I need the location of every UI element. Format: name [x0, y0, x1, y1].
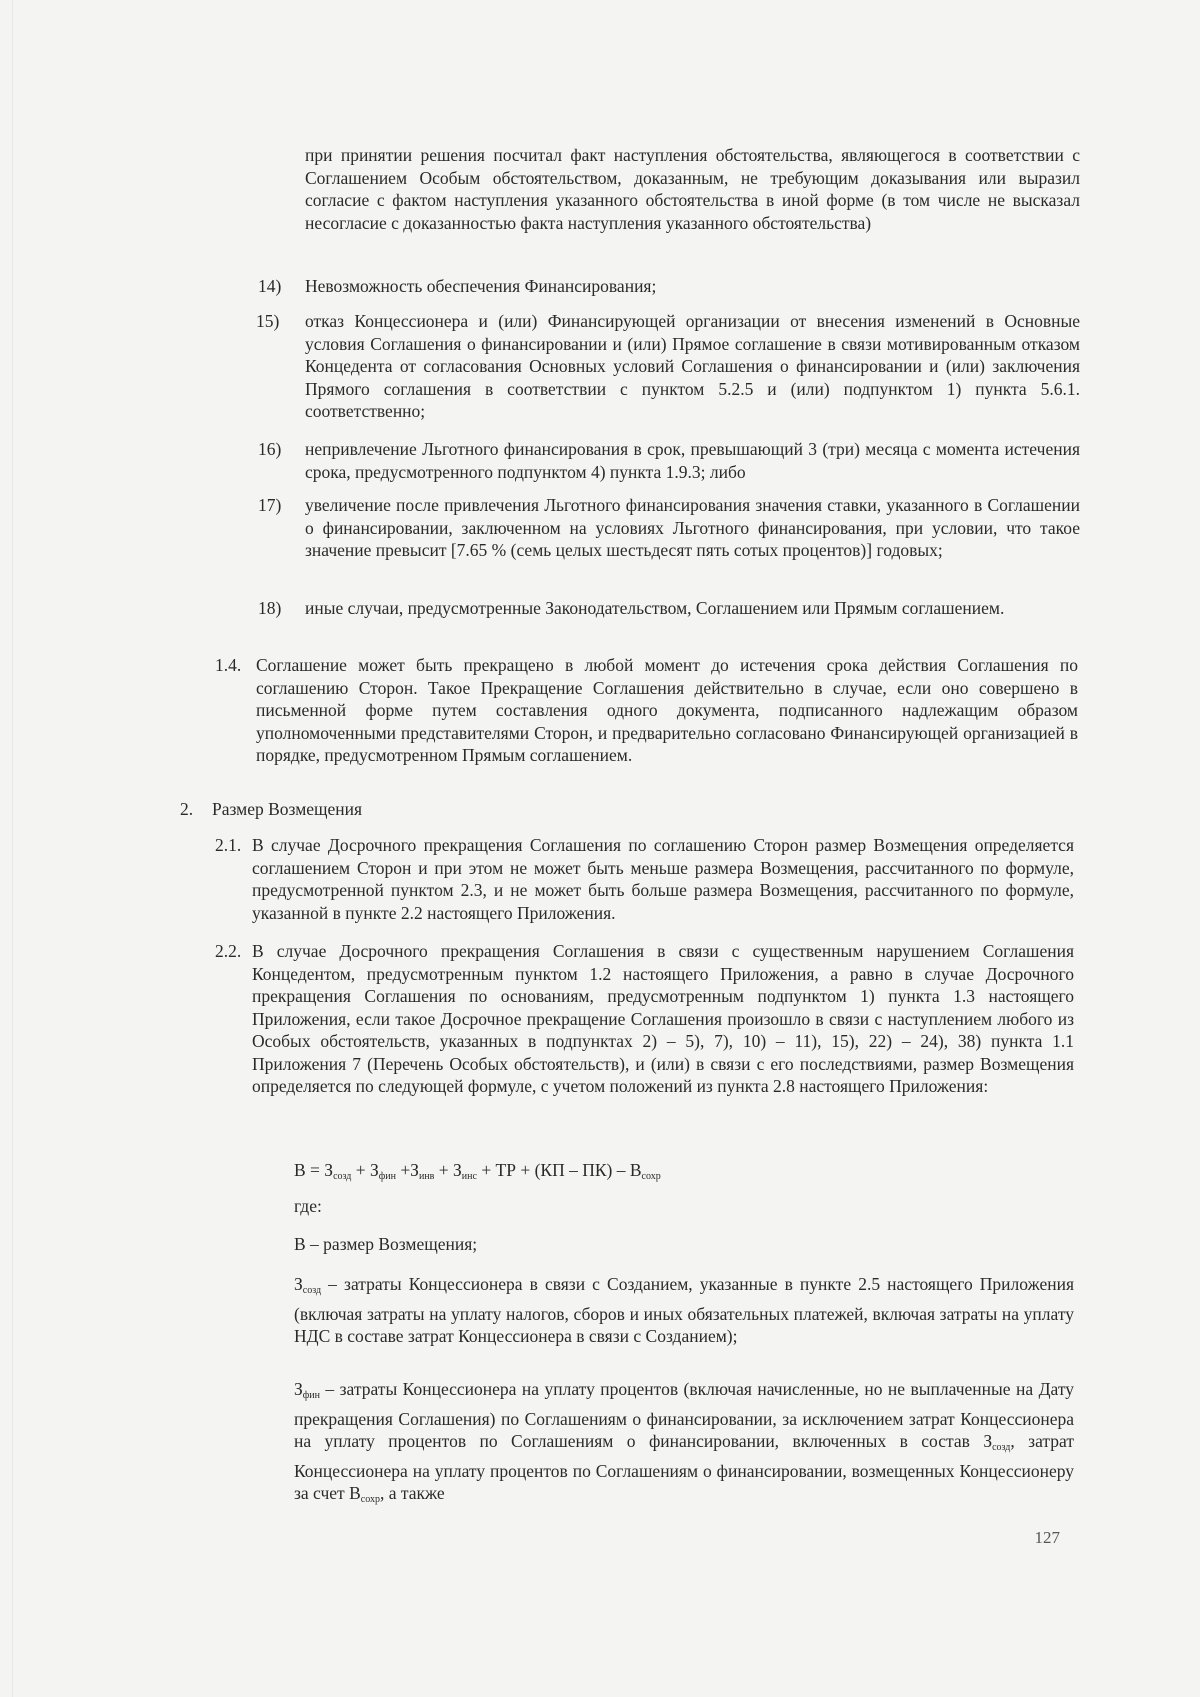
clause-1-4-number: 1.4.: [215, 655, 242, 675]
clause-2-2-text: В случае Досрочного прекращения Соглашения в связи с существенным нарушением Соглашения Концедентом, предусмотренным пунктом 1.2 настоящего Приложения, а равно в случае Досрочного прекращения Соглашения по основаниям, предусмотренным подпунктом 1) пункта 1.3 настоящего Приложения, если такое Досрочное прекращение Соглашения произошло в связи с наступлением любого из Особых обстоятельств, указанных в подпунктах 2) – 5), 7), 10) – 11), 15), 22) – 24), 38) пункта 1.1 Приложения 7 (Перечень Особых обстоятельств), и (или) в связи с его последствиями, размер Возмещения определяется по следующей формуле, с учетом положений из пункта 2.8 настоящего Приложения:: [252, 941, 1074, 1096]
item-15-number: 15): [256, 311, 280, 331]
clause-2-1-number: 2.1.: [215, 835, 242, 855]
scan-edge: [12, 0, 13, 1697]
item-16-text: непривлечение Льготного финансирования в срок, превышающий 3 (три) месяца с момента истечения срока, предусмотренного подпунктом 4) пункта 1.9.3; либо: [305, 439, 1080, 482]
item-18-number: 18): [258, 598, 282, 618]
item-15-text: отказ Концессионера и (или) Финансирующей организации от внесения изменений в Основные условия Соглашения о финансировании и (или) Прямое соглашение в связи мотивированным отказом Концедента от согласования Основных условий Соглашения о финансировании и (или) заключения Прямого соглашения в соответствии с пунктом 5.2.5 и (или) подпунктом 1) пункта 5.6.1. соответственно;: [305, 311, 1080, 421]
item-14-number: 14): [258, 276, 282, 296]
clause-2-1-text: В случае Досрочного прекращения Соглашения по соглашению Сторон размер Возмещения определяется соглашением Сторон и при этом не может быть меньше размера Возмещения, рассчитанного по формуле, предусмотренной пунктом 2.3, и не может быть больше размера Возмещения, рассчитанного по формуле, указанной в пункте 2.2 настоящего Приложения.: [252, 835, 1074, 923]
page-number: 127: [1034, 1528, 1060, 1547]
definition-b: В – размер Возмещения;: [294, 1234, 478, 1254]
definition-z-sozd: $З_{созд}$ – затраты Концессионера в связи с Созданием, указанные в пункте 2.5 настоящего Приложения (включая затраты на уплату налогов, сборов и иных обязательных платежей, включая затраты на уплату НДС в составе затрат Концессионера в связи с Созданием);: [294, 1274, 1074, 1346]
item-17-text: увеличение после привлечения Льготного финансирования значения ставки, указанного в Соглашении о финансировании, заключенном на условиях Льготного финансирования, при условии, что такое значение превысит [7.65 % (семь целых шестьдесят пять сотых процентов)] годовых;: [305, 495, 1080, 560]
where-label: где:: [294, 1196, 322, 1216]
section-2-number: 2.: [180, 799, 194, 819]
section-2-title: Размер Возмещения: [212, 799, 363, 819]
item-17-number: 17): [258, 495, 282, 515]
clause-2-2-number: 2.2.: [215, 941, 242, 961]
item-18-text: иные случаи, предусмотренные Законодательством, Соглашением или Прямым соглашением.: [305, 598, 1005, 618]
clause-1-4-text: Соглашение может быть прекращено в любой момент до истечения срока действия Соглашения по соглашению Сторон. Такое Прекращение Соглашения действительно в случае, если оно совершено в письменной форме путем составления одного документа, подписанного надлежащим образом уполномоченными представителями Сторон, и предварительно согласовано Финансирующей организацией в порядке, предусмотренном Прямым соглашением.: [256, 655, 1078, 765]
definition-z-fin: $З_{фин}$ – затраты Концессионера на уплату процентов (включая начисленные, но не выплаченные на Дату прекращения Соглашения) по Соглашениям о финансировании, за исключением затрат Концессионера на уплату процентов по Соглашениям о финансировании, включенных в состав $З_{созд}$, затрат Концессионера на уплату процентов по Соглашениям о финансировании, возмещенных Концессионеру за счет $В_{сохр}$, а также: [294, 1379, 1074, 1505]
item-14-text: Невозможность обеспечения Финансирования;: [305, 276, 657, 296]
continuation-paragraph: при принятии решения посчитал факт наступления обстоятельства, являющегося в соответствии с Соглашением Особым обстоятельством, доказанным, не требующим доказывания или выразил согласие с фактом наступления указанного обстоятельства в иной форме (в том числе не высказал несогласие с доказанностью факта наступления указанного обстоятельства): [305, 145, 1080, 233]
item-16-number: 16): [258, 439, 282, 459]
compensation-formula: $В = З_{созд} + З_{фин} +З_{инв} + З_{инс}$ + ТР + $(КП - ПК) - В_{сохр}$: [294, 1160, 661, 1182]
